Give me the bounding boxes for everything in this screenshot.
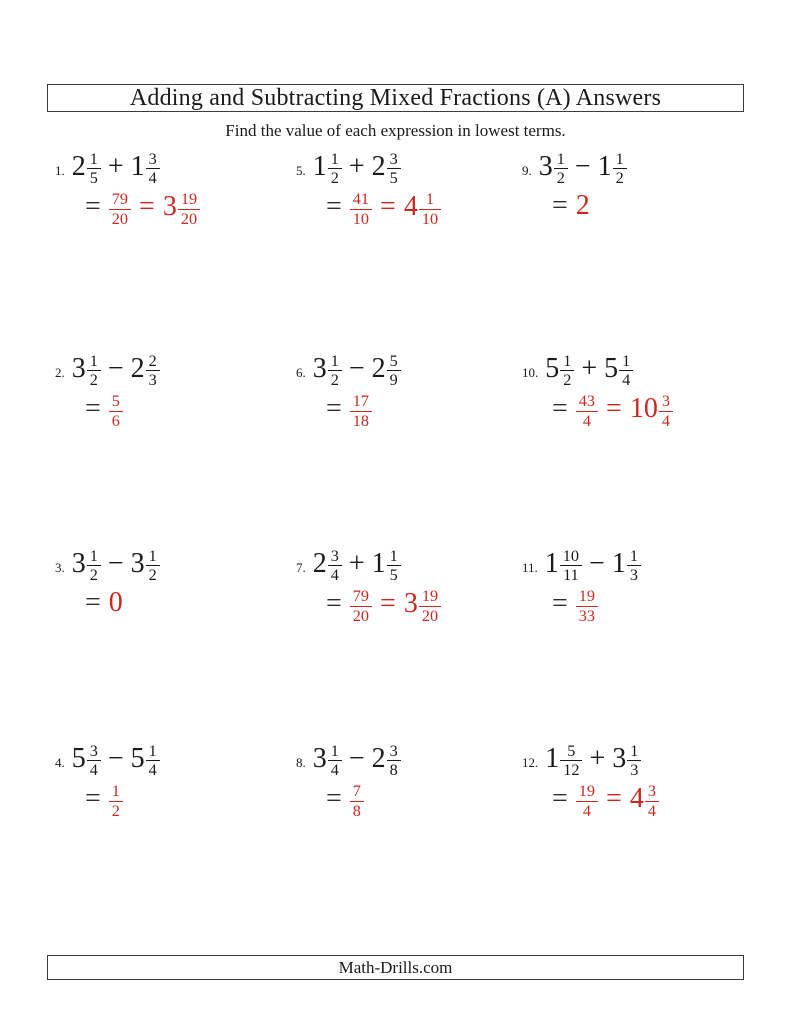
expression-line <box>55 547 160 584</box>
fraction-stack <box>146 150 160 187</box>
mixed-number <box>539 150 568 187</box>
denominator: 6 <box>109 411 123 430</box>
problem-number: 2. <box>55 365 65 381</box>
fraction-stack <box>87 742 101 779</box>
instructions-text: Find the value of each expression in lowest terms. <box>225 121 566 140</box>
denominator: 2 <box>87 370 101 389</box>
numerator: 79 <box>111 190 129 209</box>
problem <box>296 352 401 430</box>
operator: + <box>348 151 365 183</box>
denominator: 4 <box>619 370 633 389</box>
numerator: 3 <box>647 782 656 801</box>
mixed-number <box>313 742 342 779</box>
numerator: 1 <box>330 742 339 760</box>
fraction-stack <box>87 150 101 187</box>
numerator: 17 <box>352 392 370 411</box>
fraction-stack <box>109 392 123 429</box>
fraction-stack <box>328 352 342 389</box>
numerator: 19 <box>578 782 596 801</box>
answer-line <box>85 782 160 819</box>
problem-number: 6. <box>296 365 306 381</box>
numerator: 1 <box>630 742 639 760</box>
operator: + <box>348 548 365 580</box>
whole-part: 5 <box>545 353 560 385</box>
denominator: 4 <box>146 760 160 779</box>
denominator: 5 <box>387 565 401 584</box>
equals-sign: = <box>326 588 342 620</box>
denominator: 4 <box>328 565 342 584</box>
denominator: 20 <box>350 606 372 625</box>
fraction-stack <box>350 587 372 624</box>
numerator: 1 <box>330 150 339 168</box>
numerator: 5 <box>567 742 576 760</box>
answer-value <box>576 587 598 624</box>
denominator: 20 <box>178 209 200 228</box>
mixed-number <box>372 352 401 389</box>
numerator: 79 <box>352 587 370 606</box>
numerator: 3 <box>148 150 157 168</box>
fraction-stack <box>627 547 641 584</box>
operator: − <box>107 548 124 580</box>
answer-line <box>85 190 200 227</box>
operator: − <box>574 151 591 183</box>
numerator: 19 <box>421 587 439 606</box>
operator: + <box>581 353 598 385</box>
fraction-stack <box>350 782 364 819</box>
problem <box>296 150 441 228</box>
fraction-stack <box>146 547 160 584</box>
whole-part: 1 <box>130 151 145 183</box>
numerator: 5 <box>111 392 120 411</box>
equals-sign: = <box>606 393 622 425</box>
denominator: 5 <box>87 168 101 187</box>
worksheet-title: Adding and Subtracting Mixed Fractions (A) Answers <box>129 84 662 111</box>
expression-line <box>296 352 401 389</box>
mixed-number <box>372 547 401 584</box>
problem-number: 12. <box>522 755 539 771</box>
fraction-stack <box>109 190 131 227</box>
denominator: 8 <box>350 801 364 820</box>
problem <box>522 150 627 223</box>
operator: − <box>348 743 365 775</box>
mixed-number <box>598 150 627 187</box>
numerator: 3 <box>661 392 670 411</box>
fraction-stack <box>560 352 574 389</box>
problem-number: 4. <box>55 755 65 771</box>
numerator: 1 <box>89 150 98 168</box>
equals-sign: = <box>552 190 568 222</box>
operator: − <box>107 743 124 775</box>
whole-part: 3 <box>538 151 553 183</box>
mixed-number <box>372 742 401 779</box>
mixed-number <box>313 352 342 389</box>
equals-sign: = <box>552 588 568 620</box>
answer-value <box>109 587 123 619</box>
fraction-stack <box>560 547 582 584</box>
problem-number: 3. <box>55 560 65 576</box>
numerator: 3 <box>389 742 398 760</box>
whole-part: 1 <box>611 548 626 580</box>
answer-value <box>350 190 441 227</box>
mixed-number <box>372 150 401 187</box>
fraction-stack <box>328 742 342 779</box>
fraction-stack <box>387 742 401 779</box>
numerator: 1 <box>89 352 98 370</box>
operator: + <box>589 743 606 775</box>
problem <box>522 352 673 430</box>
whole-part: 1 <box>544 548 559 580</box>
fraction-stack <box>146 352 160 389</box>
answer-line <box>552 782 659 819</box>
expression-line <box>296 742 401 779</box>
problem-number: 8. <box>296 755 306 771</box>
answer-line <box>552 392 673 429</box>
whole-part: 5 <box>71 743 86 775</box>
mixed-number <box>72 150 101 187</box>
whole-part: 5 <box>130 743 145 775</box>
denominator: 2 <box>554 168 568 187</box>
fraction <box>576 782 598 819</box>
fraction-stack <box>387 352 401 389</box>
fraction-stack <box>87 352 101 389</box>
fraction <box>350 587 372 624</box>
whole-part: 1 <box>545 743 560 775</box>
equals-sign: = <box>326 783 342 815</box>
denominator: 20 <box>109 209 131 228</box>
answer-line <box>326 392 401 429</box>
answer-value <box>109 782 123 819</box>
mixed-number <box>72 547 101 584</box>
problem-number: 1. <box>55 163 65 179</box>
numerator: 5 <box>389 352 398 370</box>
whole-part: 1 <box>371 548 386 580</box>
whole-part: 3 <box>403 588 418 620</box>
numerator: 10 <box>562 547 580 565</box>
fraction <box>109 190 131 227</box>
fraction-stack <box>87 547 101 584</box>
numerator: 1 <box>556 150 565 168</box>
problem <box>522 547 641 625</box>
answer-line <box>552 587 641 624</box>
whole-part: 1 <box>312 151 327 183</box>
mixed-number <box>72 352 101 389</box>
equals-sign: = <box>380 191 396 223</box>
denominator: 3 <box>627 565 641 584</box>
answer-value <box>576 392 673 429</box>
mixed-number <box>630 782 659 819</box>
mixed-number <box>404 190 441 227</box>
expression-line <box>522 150 627 187</box>
fraction-stack <box>560 742 582 779</box>
mixed-number <box>131 352 160 389</box>
whole-part: 3 <box>312 743 327 775</box>
fraction-stack <box>178 190 200 227</box>
numerator: 1 <box>622 352 631 370</box>
denominator: 2 <box>146 565 160 584</box>
problem <box>55 547 160 620</box>
mixed-number <box>131 742 160 779</box>
problem <box>296 547 441 625</box>
equals-sign: = <box>552 393 568 425</box>
denominator: 4 <box>328 760 342 779</box>
whole-number: 2 <box>575 190 590 222</box>
whole-part: 2 <box>371 743 386 775</box>
fraction <box>350 190 372 227</box>
fraction-stack <box>419 190 441 227</box>
answer-value <box>576 782 659 819</box>
denominator: 3 <box>146 370 160 389</box>
answer-value <box>350 587 441 624</box>
whole-part: 1 <box>597 151 612 183</box>
equals-sign: = <box>552 783 568 815</box>
numerator: 1 <box>615 150 624 168</box>
mixed-number <box>313 547 342 584</box>
answer-line <box>326 190 441 227</box>
numerator: 3 <box>389 150 398 168</box>
equals-sign: = <box>85 393 101 425</box>
denominator: 33 <box>576 606 598 625</box>
numerator: 1 <box>389 547 398 565</box>
whole-part: 3 <box>162 191 177 223</box>
fraction-stack <box>613 150 627 187</box>
answer-line <box>85 587 160 619</box>
mixed-number <box>630 392 673 429</box>
equals-sign: = <box>326 191 342 223</box>
problem <box>55 352 160 430</box>
numerator: 19 <box>578 587 596 606</box>
fraction-stack <box>328 547 342 584</box>
numerator: 1 <box>629 547 638 565</box>
numerator: 1 <box>148 742 157 760</box>
numerator: 1 <box>330 352 339 370</box>
denominator: 4 <box>576 801 598 820</box>
problem-number: 11. <box>522 560 538 576</box>
fraction <box>109 392 123 429</box>
answer-value <box>109 190 200 227</box>
denominator: 10 <box>350 209 372 228</box>
mixed-number <box>604 352 633 389</box>
whole-part: 3 <box>71 353 86 385</box>
equals-sign: = <box>85 587 101 619</box>
fraction-stack <box>659 392 673 429</box>
mixed-number <box>131 547 160 584</box>
whole-part: 4 <box>629 783 644 815</box>
numerator: 1 <box>89 547 98 565</box>
fraction-stack <box>387 150 401 187</box>
mixed-number <box>612 742 641 779</box>
expression-line <box>522 547 641 584</box>
answer-line <box>326 782 401 819</box>
fraction-stack <box>350 392 372 429</box>
mixed-number <box>612 547 641 584</box>
denominator: 4 <box>146 168 160 187</box>
whole-part: 3 <box>612 743 627 775</box>
operator: + <box>107 151 124 183</box>
numerator: 1 <box>148 547 157 565</box>
fraction <box>576 392 598 429</box>
fraction-stack <box>554 150 568 187</box>
whole-part: 4 <box>403 191 418 223</box>
denominator: 20 <box>419 606 441 625</box>
mixed-number <box>313 150 342 187</box>
denominator: 2 <box>109 801 123 820</box>
fraction-stack <box>627 742 641 779</box>
denominator: 4 <box>576 411 598 430</box>
whole-part: 3 <box>71 548 86 580</box>
fraction-stack <box>350 190 372 227</box>
mixed-number <box>545 547 582 584</box>
denominator: 10 <box>419 209 441 228</box>
problem <box>296 742 401 820</box>
numerator: 1 <box>111 782 120 801</box>
whole-number: 0 <box>108 587 123 619</box>
numerator: 7 <box>352 782 361 801</box>
expression-line <box>55 150 200 187</box>
denominator: 4 <box>87 760 101 779</box>
fraction-stack <box>645 782 659 819</box>
answer-line <box>326 587 441 624</box>
fraction-stack <box>146 742 160 779</box>
numerator: 2 <box>148 352 157 370</box>
mixed-number <box>163 190 200 227</box>
equals-sign: = <box>326 393 342 425</box>
whole-part: 2 <box>312 548 327 580</box>
denominator: 2 <box>560 370 574 389</box>
equals-sign: = <box>380 588 396 620</box>
numerator: 43 <box>578 392 596 411</box>
problem-number: 9. <box>522 163 532 179</box>
answer-value <box>576 190 590 222</box>
mixed-number <box>545 742 582 779</box>
denominator: 12 <box>560 760 582 779</box>
expression-line <box>55 352 160 389</box>
fraction <box>350 782 364 819</box>
fraction-stack <box>109 782 123 819</box>
fraction-stack <box>387 547 401 584</box>
numerator: 3 <box>330 547 339 565</box>
mixed-number <box>131 150 160 187</box>
fraction-stack <box>576 392 598 429</box>
numerator: 41 <box>352 190 370 209</box>
equals-sign: = <box>85 783 101 815</box>
denominator: 18 <box>350 411 372 430</box>
expression-line <box>296 547 441 584</box>
denominator: 2 <box>328 168 342 187</box>
operator: − <box>589 548 605 580</box>
expression-line <box>296 150 441 187</box>
answer-value <box>109 392 123 429</box>
problem-number: 10. <box>522 365 539 381</box>
denominator: 2 <box>328 370 342 389</box>
problem <box>55 150 200 228</box>
expression-line <box>522 352 673 389</box>
fraction-stack <box>328 150 342 187</box>
denominator: 2 <box>87 565 101 584</box>
fraction-stack <box>619 352 633 389</box>
whole-part: 2 <box>371 353 386 385</box>
fraction-stack <box>576 587 598 624</box>
answer-line <box>85 392 160 429</box>
denominator: 5 <box>387 168 401 187</box>
fraction <box>576 587 598 624</box>
mixed-number <box>72 742 101 779</box>
answer-line <box>552 190 627 222</box>
denominator: 4 <box>659 411 673 430</box>
problem <box>55 742 160 820</box>
footer-brand: Math-Drills.com <box>338 957 453 977</box>
expression-line <box>55 742 160 779</box>
equals-sign: = <box>139 191 155 223</box>
operator: − <box>107 353 124 385</box>
denominator: 3 <box>627 760 641 779</box>
mixed-number <box>545 352 574 389</box>
fraction <box>350 392 372 429</box>
fraction-stack <box>419 587 441 624</box>
fraction-stack <box>576 782 598 819</box>
mixed-number <box>404 587 441 624</box>
numerator: 1 <box>563 352 572 370</box>
denominator: 2 <box>613 168 627 187</box>
numerator: 3 <box>89 742 98 760</box>
whole-part: 10 <box>629 393 658 425</box>
whole-part: 2 <box>371 151 386 183</box>
operator: − <box>348 353 365 385</box>
numerator: 1 <box>425 190 434 209</box>
fraction <box>109 782 123 819</box>
problem <box>522 742 659 820</box>
whole-part: 3 <box>130 548 145 580</box>
equals-sign: = <box>85 191 101 223</box>
problem-number: 5. <box>296 163 306 179</box>
denominator: 9 <box>387 370 401 389</box>
denominator: 4 <box>645 801 659 820</box>
whole-part: 5 <box>604 353 619 385</box>
numerator: 19 <box>180 190 198 209</box>
expression-line <box>522 742 659 779</box>
whole-part: 2 <box>71 151 86 183</box>
footer-box <box>47 955 744 980</box>
equals-sign: = <box>606 783 622 815</box>
answer-value <box>350 782 364 819</box>
denominator: 8 <box>387 760 401 779</box>
whole-part: 2 <box>130 353 145 385</box>
answer-value <box>350 392 372 429</box>
problem-number: 7. <box>296 560 306 576</box>
denominator: 11 <box>560 565 582 584</box>
whole-part: 3 <box>312 353 327 385</box>
